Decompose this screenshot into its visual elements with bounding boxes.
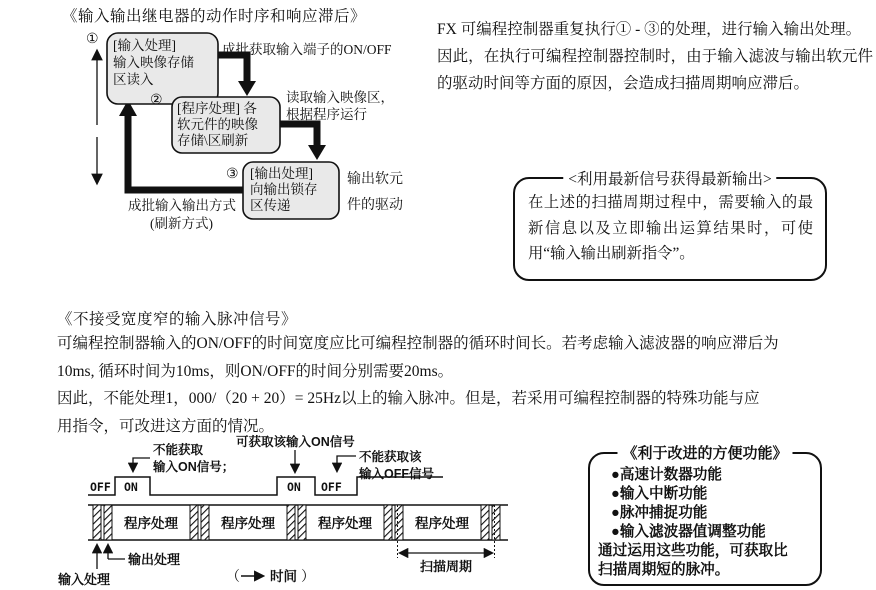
input-processing-pointer (57, 545, 111, 587)
callout1-body: 在上述的扫描周期过程中，需要输入的最新信息以及立即输出运算结果时，可使用“输入输出刷新指令”。 (528, 194, 813, 262)
box3-line1: [输出处理] (250, 166, 313, 181)
scan-cycle-flow-diagram (40, 25, 460, 240)
latest-signal-callout (513, 171, 827, 281)
section1-paragraph (437, 16, 873, 97)
s2-line2: 10ms, 循环时间为10ms，则ON/OFF的时间分别需要20ms。 (57, 362, 454, 380)
step2-number: ② (150, 93, 163, 108)
callout1-line2: 输入ON信号； (153, 460, 235, 474)
paragraph-2: 因此，在执行可编程控制器控制时，由于输入滤波与输出软元件的驱动时间等方面的原因，会造成扫描周期响应滞后。 (437, 48, 873, 92)
output-processing-label: 输出处理 (128, 552, 181, 567)
refresh-mode-label2: (刷新方式) (150, 216, 213, 231)
pulse-timing-diagram (40, 428, 520, 590)
input-processing-label: 输入处理 (58, 572, 111, 587)
missed-off-callout (337, 449, 434, 481)
refresh-mode-label1: 成批输入输出方式 (128, 198, 236, 213)
box2-line2: 软元件的映像 (177, 117, 258, 132)
wave-off1-label: OFF (90, 480, 111, 494)
program-label-3: 程序处理 (318, 516, 372, 531)
wave-off2-label: OFF (321, 480, 342, 494)
scan-period-label: 扫描周期 (419, 559, 473, 574)
time-legend-close: ） (301, 570, 315, 585)
arrow-box2-to-box3 (280, 124, 326, 160)
box2-note-line2: 根据程序运行 (286, 107, 367, 122)
box2-note-line1: 读取输入映像区， (286, 90, 394, 105)
output-processing-pointer (108, 545, 181, 567)
function-bullet-list (611, 466, 814, 542)
callout3-line1: 不能获取该 (359, 450, 422, 464)
program-label-1: 程序处理 (124, 516, 178, 531)
box2-line1: [程序处理] 各 (177, 101, 257, 116)
scan-band (88, 505, 508, 540)
callout1-line1: 不能获取 (153, 443, 204, 457)
box1-line2: 输入映像存储 (113, 55, 194, 70)
flow-box-program-processing (172, 97, 280, 153)
callout1-title: <利用最新信号获得最新输出> (563, 167, 776, 189)
step3-number: ③ (226, 167, 239, 182)
callout2-title: 《利于改进的方便功能》 (617, 442, 792, 463)
callout3-line2: 输入OFF信号 (359, 467, 434, 481)
improvement-functions-callout (588, 445, 822, 586)
missed-on-callout (133, 442, 234, 474)
box1-note: 成批获取输入端子的ON/OFF (222, 42, 392, 57)
program-label-4: 程序处理 (415, 516, 469, 531)
footer-line1: 通过运用这些功能，可获取比 (598, 543, 788, 559)
s2-line1: 可编程控制器输入的ON/OFF的时间宽度应比可编程控制器的循环时间长。若考虑输入滤波器的响应滞后为 (57, 335, 779, 352)
wave-on1-label: ON (124, 480, 138, 494)
wave-on2-label: ON (287, 480, 301, 494)
box3-note-line2: 件的驱动 (347, 198, 403, 213)
program-label-2: 程序处理 (221, 516, 275, 531)
box1-line3: 区读入 (113, 72, 154, 87)
section2-title: 《不接受宽度窄的输入脉冲信号》 (57, 311, 298, 328)
section1-title: 《输入输出继电器的动作时序和响应滞后》 (62, 8, 367, 25)
box1-line1: [输入处理] (113, 38, 176, 53)
box2-line3: 存储\区刷新 (177, 133, 249, 148)
bullet-filter-adjust: ●输入滤波器值调整功能 (611, 524, 766, 540)
arrow-box1-to-box2 (218, 55, 256, 96)
step1-number: ① (86, 32, 99, 47)
section2-paragraph (57, 331, 875, 441)
box3-note-line1: 输出软元 (347, 172, 403, 187)
bullet-pulse-catch: ●脉冲捕捉功能 (611, 505, 708, 521)
time-axis-legend (226, 568, 315, 585)
bullet-input-interrupt: ●输入中断功能 (611, 486, 708, 502)
callout2-footer (598, 542, 814, 580)
callout2-text: 可获取该输入ON信号 (236, 435, 355, 449)
paragraph-1: FX 可编程控制器重复执行① - ③的处理，进行输入输出处理。 (437, 21, 862, 38)
time-legend-label: 时间 (270, 569, 297, 584)
box3-line2: 向输出锁存 (250, 182, 318, 197)
s2-line4: 用指令，可改进这方面的情况。 (57, 417, 275, 435)
bullet-high-speed-counter: ●高速计数器功能 (611, 467, 722, 483)
box3-line3: 区传递 (250, 198, 291, 213)
flow-box-output-processing (243, 162, 339, 219)
time-legend-open: （ (226, 570, 240, 585)
footer-line2: 扫描周期短的脉冲。 (598, 562, 730, 578)
s2-line3: 因此，不能处理1，000/（20 + 20）= 25Hz以上的输入脉冲。但是，若采用可编程控制器的特殊功能与应 (57, 390, 760, 407)
